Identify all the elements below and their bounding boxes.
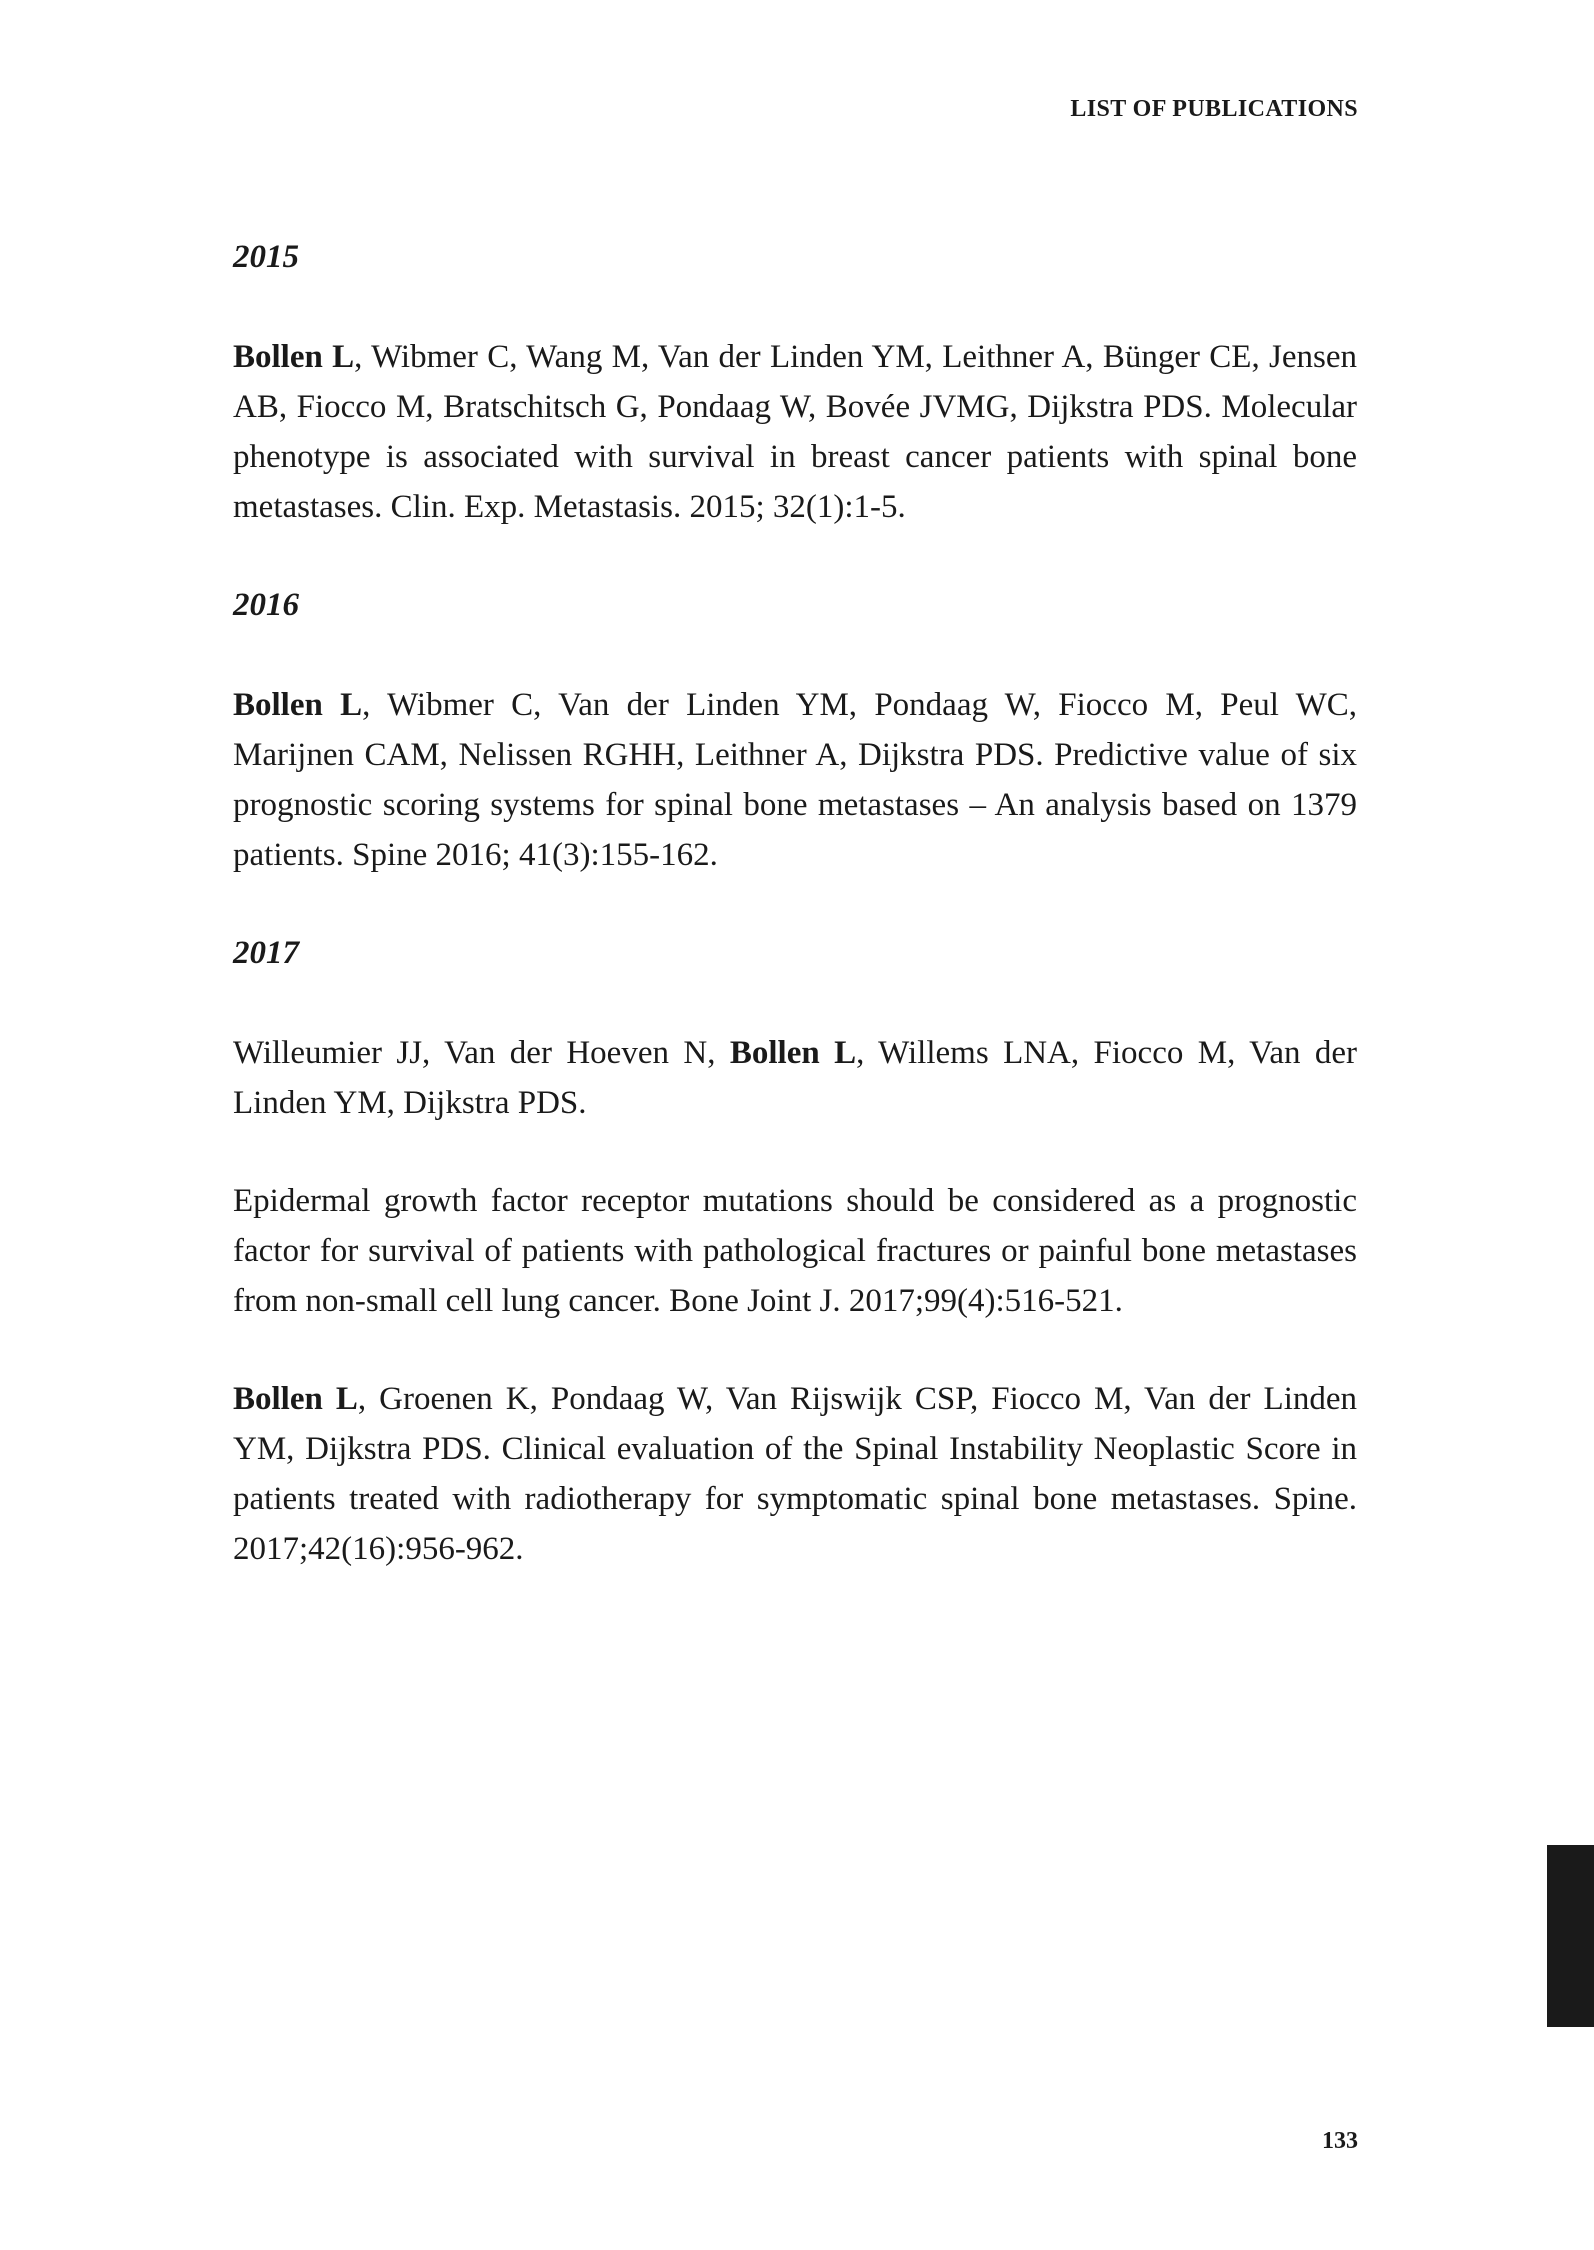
running-header: LIST OF PUBLICATIONS bbox=[1070, 96, 1358, 122]
year-section-2017 bbox=[233, 928, 1357, 1574]
publication-entry bbox=[233, 1374, 1357, 1574]
publication-text: , Willems LNA, Fiocco M, Van der Linden YM, Dijkstra PDS. bbox=[233, 1035, 1358, 1121]
year-heading: 2017 bbox=[233, 935, 299, 971]
publication-text: , Wibmer C, Wang M, Van der Linden YM, Leithner A, Bünger CE, Jensen AB, Fiocco M, Bratschitsch G, Pondaag W, Bovée JVMG, Dijkstra PDS. Molecular phenotype is associated with survival in breast cancer patients with spinal bone metastases. Clin. Exp. Metastasis. 2015; 32(1):1-5. bbox=[233, 339, 1357, 525]
publication-entry bbox=[233, 680, 1357, 880]
year-heading: 2016 bbox=[233, 587, 299, 623]
publication-entry bbox=[233, 1176, 1357, 1326]
publication-text: , Groenen K, Pondaag W, Van Rijswijk CSP, Fiocco M, Van der Linden YM, Dijkstra PDS. Clinical evaluation of the Spinal Instability Neoplastic Score in patients treated with radiotherapy for symptomatic spinal bone metastases. Spine. 2017;42(16):956-962. bbox=[233, 1381, 1358, 1567]
year-section-2015 bbox=[233, 232, 1357, 532]
publication-entry bbox=[233, 332, 1357, 532]
publication-list bbox=[233, 232, 1357, 1622]
page-number: 133 bbox=[1322, 2128, 1358, 2154]
publication-entry bbox=[233, 1028, 1357, 1128]
publication-pre: Epidermal growth factor receptor mutations should be considered as a prognostic factor for survival of patients with pathological fractures or painful bone metastases from non-small cell lung cancer. Bone Joint J. 2017;99(4):516-521. bbox=[233, 1183, 1357, 1319]
chapter-thumb-tab bbox=[1547, 1845, 1594, 2027]
author-highlight: Bollen L bbox=[729, 1035, 857, 1071]
publication-pre: Willeumier JJ, Van der Hoeven N, bbox=[233, 1035, 730, 1071]
author-highlight: Bollen L bbox=[233, 1381, 358, 1417]
author-highlight: Bollen L bbox=[233, 687, 363, 723]
year-section-2016 bbox=[233, 580, 1357, 880]
year-heading: 2015 bbox=[233, 239, 299, 275]
publication-text: , Wibmer C, Van der Linden YM, Pondaag W, Fiocco M, Peul WC, Marijnen CAM, Nelissen RGHH, Leithner A, Dijkstra PDS. Predictive value of six prognostic scoring systems for spinal bone metastases – An analysis based on 1379 patients. Spine 2016; 41(3):155-162. bbox=[233, 687, 1357, 873]
author-highlight: Bollen L bbox=[233, 339, 355, 375]
